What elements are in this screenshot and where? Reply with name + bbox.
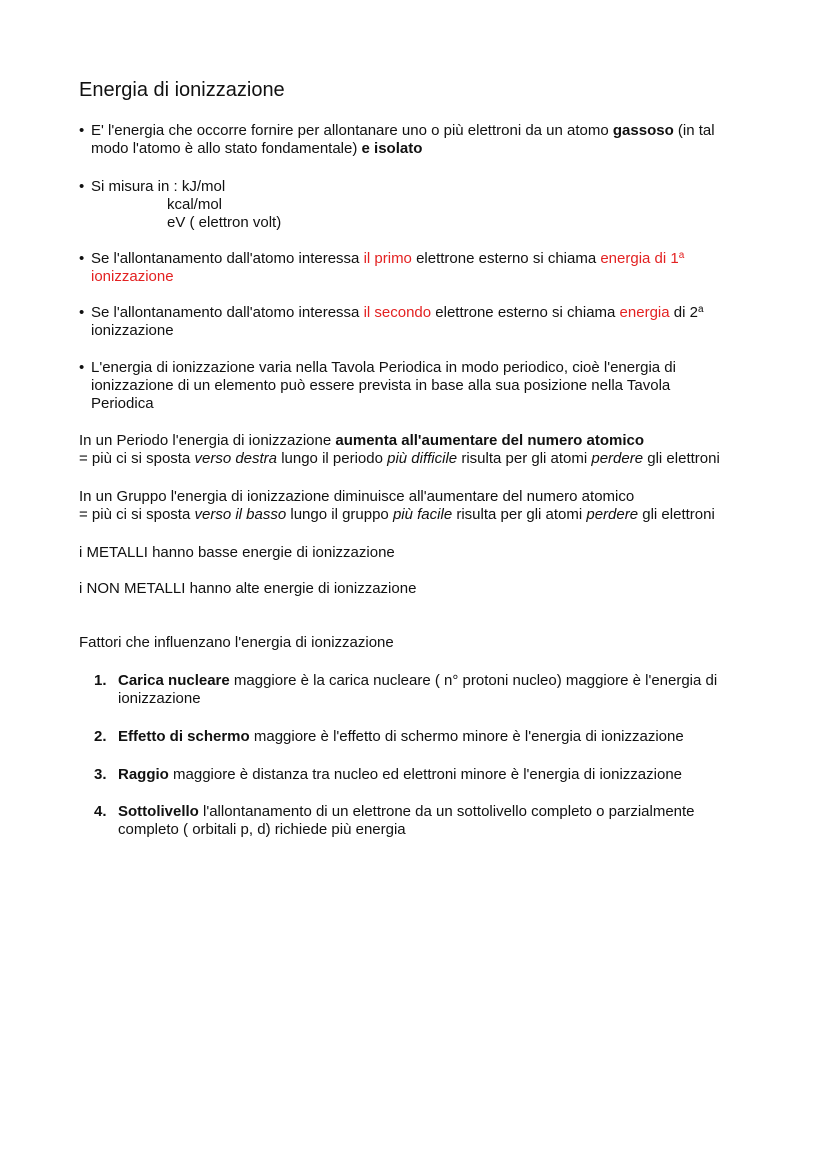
- paragraph-period: In un Periodo l'energia di ionizzazione aumenta all'aumentare del numero atomico = più ci si sposta verso destra lungo il periodo più difficile risulta per gli atomi perdere gli elettroni: [79, 432, 720, 467]
- factor-item: 2. Effetto di schermo maggiore è l'effetto di schermo minore è l'energia di ionizzazione: [94, 728, 684, 745]
- factors-heading: Fattori che influenzano l'energia di ionizzazione: [79, 634, 394, 651]
- bullet-periodic-variation: • L'energia di ionizzazione varia nella Tavola Periodica in modo periodico, cioè l'energia di ionizzazione di un elemento può essere prevista in base alla sua posizione nella Tavola Periodica: [79, 359, 676, 412]
- bullet-dot: •: [79, 304, 85, 321]
- unit-ev: eV ( elettron volt): [167, 214, 282, 231]
- bullet-first-ionization: • Se l'allontanamento dall'atomo interessa il primo elettrone esterno si chiama energia di 1$^a$ ionizzazione: [79, 250, 685, 285]
- factor-item: 1. Carica nucleare maggiore è la carica nucleare ( n° protoni nucleo) maggiore è l'energia di ionizzazione: [94, 672, 718, 707]
- factor-number: 2.: [94, 728, 107, 745]
- bullet-dot: •: [79, 122, 85, 139]
- bullet-dot: •: [79, 250, 85, 267]
- paragraph-metals: i METALLI hanno basse energie di ionizzazione: [79, 544, 395, 561]
- bullet-definition: • E' l'energia che occorre fornire per allontanare uno o più elettroni da un atomo gassoso (in tal modo l'atomo è allo stato fondamentale) e isolato: [79, 122, 715, 157]
- bullet-second-ionization: • Se l'allontanamento dall'atomo interessa il secondo elettrone esterno si chiama energia di 2$^a$ ionizzazione: [79, 304, 704, 339]
- paragraph-group: In un Gruppo l'energia di ionizzazione diminuisce all'aumentare del numero atomico = più ci si sposta verso il basso lungo il gruppo più facile risulta per gli atomi perdere gli elettroni: [79, 488, 715, 523]
- factor-item: 4. Sottolivello l'allontanamento di un elettrone da un sottolivello completo o parzialmente completo ( orbitali p, d) richiede più energia: [94, 803, 695, 838]
- factor-number: 4.: [94, 803, 107, 820]
- page-title: Energia di ionizzazione: [79, 79, 285, 101]
- unit-kcal: kcal/mol: [167, 196, 223, 213]
- bullet-dot: •: [79, 178, 85, 195]
- bullet-units: • Si misura in : kJ/mol kcal/mol eV ( elettron volt): [79, 178, 749, 232]
- paragraph-nonmetals: i NON METALLI hanno alte energie di ionizzazione: [79, 580, 417, 597]
- factor-number: 1.: [94, 672, 107, 689]
- factor-item: 3. Raggio maggiore è distanza tra nucleo ed elettroni minore è l'energia di ionizzazione: [94, 766, 683, 783]
- bullet-dot: •: [79, 359, 85, 376]
- unit-kj: kJ/mol: [181, 178, 226, 195]
- factor-number: 3.: [94, 766, 107, 783]
